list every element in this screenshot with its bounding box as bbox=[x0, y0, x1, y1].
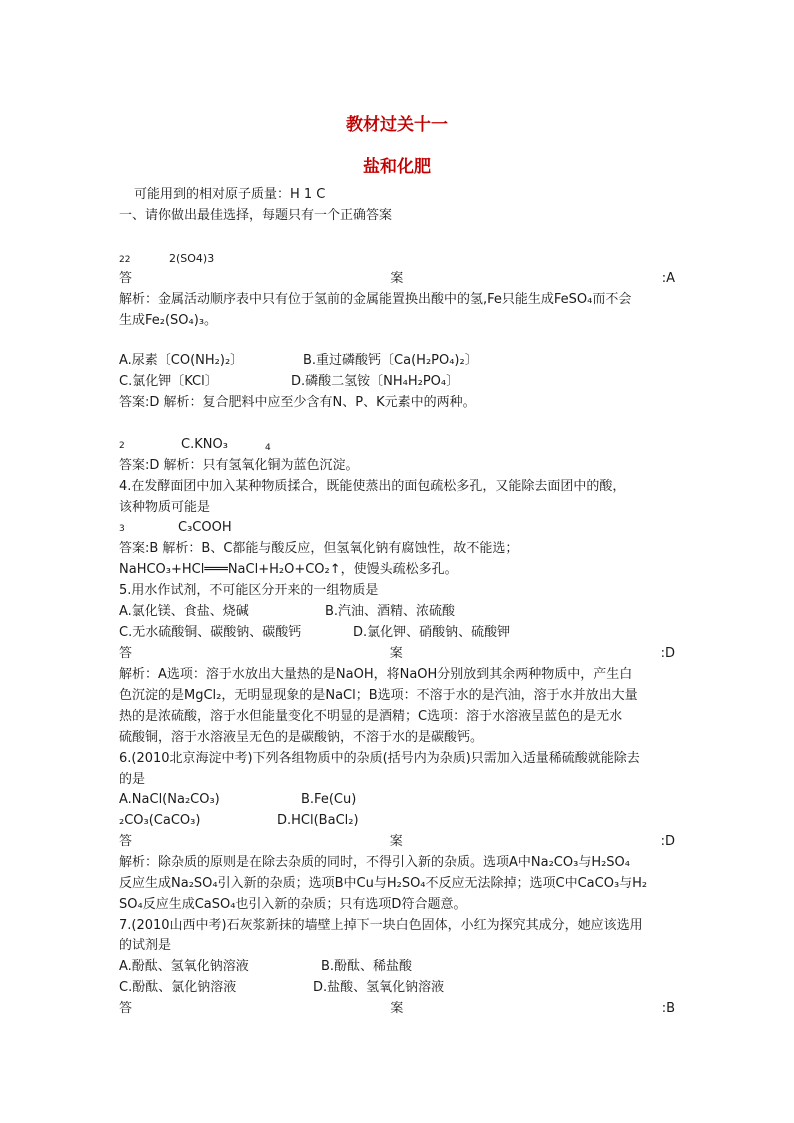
q7-option-a: A.酚酞、氢氧化钠溶液 bbox=[119, 959, 249, 974]
page-subtitle: 盐和化肥 bbox=[363, 157, 431, 177]
q5-stem: 5.用水作试剂，不可能区分开来的一组物质是 bbox=[119, 583, 379, 598]
q5-answer-mid: 案 bbox=[389, 646, 403, 661]
q7-answer-right: :B bbox=[661, 1001, 675, 1016]
q5-answer-line bbox=[119, 643, 675, 664]
q7-option-c: C.酚酞、氯化钠溶液 bbox=[119, 980, 237, 995]
q4-fragment-line bbox=[119, 517, 675, 540]
q2-options-row-1 bbox=[119, 350, 675, 371]
q6-stem-1: 6.(2010北京海淀中考)下列各组物质中的杂质(括号内为杂质)只需加入适量稀硫酸就能除去 bbox=[119, 751, 640, 766]
page-title: 教材过关十一 bbox=[346, 115, 448, 135]
q5-analysis-1: 解析：A选项：溶于水放出大量热的是NaOH，将NaOH分别放到其余两种物质中，产生白 bbox=[119, 667, 633, 682]
q5-answer-left: 答 bbox=[119, 646, 133, 661]
q1-answer-mid: 案 bbox=[390, 271, 404, 286]
q4-fragment-b: C₃COOH bbox=[178, 520, 232, 535]
q1-analysis-1: 解析：金属活动顺序表中只有位于氢前的金属能置换出酸中的氢,Fe只能生成FeSO₄而不会 bbox=[119, 292, 632, 307]
q7-options-row-2 bbox=[119, 977, 675, 998]
q7-stem-1: 7.(2010山西中考)石灰浆新抹的墙壁上掉下一块白色固体，小红为探究其成分，她应该选用 bbox=[119, 918, 643, 933]
q4-fragment-a: 3 bbox=[119, 524, 125, 534]
q7-option-b: B.酚酞、稀盐酸 bbox=[321, 959, 413, 974]
q2-option-d: D.磷酸二氢铵〔NH₄H₂PO₄〕 bbox=[291, 374, 460, 389]
q3-fragment-b: C.KNO₃ bbox=[181, 437, 228, 452]
q5-analysis-4: 硫酸铜，溶于水溶液呈无色的是碳酸钠，不溶于水的是碳酸钙。 bbox=[119, 730, 484, 745]
q5-options-row-1 bbox=[119, 601, 675, 622]
q3-fragment-a: 2 bbox=[119, 441, 125, 451]
q6-options-row-1 bbox=[119, 789, 675, 810]
q6-answer-left: 答 bbox=[119, 834, 133, 849]
q5-analysis-2: 色沉淀的是MgCl₂，无明显现象的是NaCl；B选项：不溶于水的是汽油，溶于水并放出大量 bbox=[119, 688, 638, 703]
q6-answer-line bbox=[119, 831, 675, 852]
q3-fragment-c: 4 bbox=[265, 443, 271, 453]
q5-option-c: C.无水硫酸铜、碳酸钠、碳酸钙 bbox=[119, 625, 302, 640]
q1-answer-right: :A bbox=[661, 271, 675, 286]
q1-answer-line bbox=[119, 268, 675, 289]
q3-fragment-line bbox=[119, 434, 675, 457]
q6-option-c: ₂CO₃(CaCO₃) bbox=[119, 813, 201, 828]
q6-analysis-1: 解析：除杂质的原则是在除去杂质的同时，不得引入新的杂质。选项A中Na₂CO₃与H₂SO₄ bbox=[119, 855, 630, 870]
q7-answer-left: 答 bbox=[119, 1001, 133, 1016]
q5-analysis-3: 热的是浓硫酸，溶于水但能量变化不明显的是酒精；C选项：溶于水溶液呈蓝色的是无水 bbox=[119, 709, 623, 724]
q7-stem-2: 的试剂是 bbox=[119, 938, 172, 953]
q1-fragment-a: 22 bbox=[119, 255, 131, 265]
q5-option-a: A.氯化镁、食盐、烧碱 bbox=[119, 604, 249, 619]
q2-option-b: B.重过磷酸钙〔Ca(H₂PO₄)₂〕 bbox=[303, 353, 478, 368]
q5-options-row-2 bbox=[119, 622, 675, 643]
q6-answer-mid: 案 bbox=[389, 834, 403, 849]
q3-answer: 答案:D 解析：只有氢氧化铜为蓝色沉淀。 bbox=[119, 458, 359, 473]
q1-answer-left: 答 bbox=[119, 271, 133, 286]
q7-answer-line bbox=[119, 998, 675, 1019]
q6-option-d: D.HCl(BaCl₂) bbox=[277, 813, 359, 828]
q2-options-row-2 bbox=[119, 371, 675, 392]
q4-equation: NaHCO₃+HCl═══NaCl+H₂O+CO₂↑，使馒头疏松多孔。 bbox=[119, 562, 458, 577]
q1-fragment-b: 2(SO4)3 bbox=[169, 252, 215, 265]
q7-option-d: D.盐酸、氢氧化钠溶液 bbox=[313, 980, 445, 995]
q4-stem-1: 4.在发酵面团中加入某种物质揉合，既能使蒸出的面包疏松多孔，又能除去面团中的酸， bbox=[119, 479, 626, 494]
q7-answer-mid: 案 bbox=[390, 1001, 404, 1016]
q7-options-row-1 bbox=[119, 956, 675, 977]
q4-stem-2: 该种物质可能是 bbox=[119, 500, 211, 515]
q5-option-d: D.氯化钾、硝酸钠、硫酸钾 bbox=[353, 625, 511, 640]
q2-answer: 答案:D 解析：复合肥料中应至少含有N、P、K元素中的两种。 bbox=[119, 395, 476, 410]
q4-answer: 答案:B 解析：B、C都能与酸反应，但氢氧化钠有腐蚀性，故不能选； bbox=[119, 541, 519, 556]
section-heading: 一、请你做出最佳选择，每题只有一个正确答案 bbox=[119, 208, 393, 223]
q2-option-c: C.氯化钾〔KCl〕 bbox=[119, 374, 218, 389]
q6-analysis-2: 反应生成Na₂SO₄引入新的杂质；选项B中Cu与H₂SO₄不反应无法除掉；选项C中CaCO₃与H₂ bbox=[119, 876, 648, 891]
q2-option-a: A.尿素〔CO(NH₂)₂〕 bbox=[119, 353, 244, 368]
q6-options-row-2 bbox=[119, 810, 675, 831]
q6-option-a: A.NaCl(Na₂CO₃) bbox=[119, 792, 220, 807]
q6-option-b: B.Fe(Cu) bbox=[301, 792, 357, 807]
q6-analysis-3: SO₄反应生成CaSO₄也引入新的杂质；只有选项D符合题意。 bbox=[119, 897, 467, 912]
q5-answer-right: :D bbox=[660, 646, 675, 661]
q1-analysis-2: 生成Fe₂(SO₄)₃。 bbox=[119, 313, 218, 328]
q5-option-b: B.汽油、酒精、浓硫酸 bbox=[325, 604, 456, 619]
q6-answer-right: :D bbox=[660, 834, 675, 849]
q6-stem-2: 的是 bbox=[119, 772, 146, 787]
intro-line: 可能用到的相对原子质量：H 1 C bbox=[134, 187, 326, 202]
